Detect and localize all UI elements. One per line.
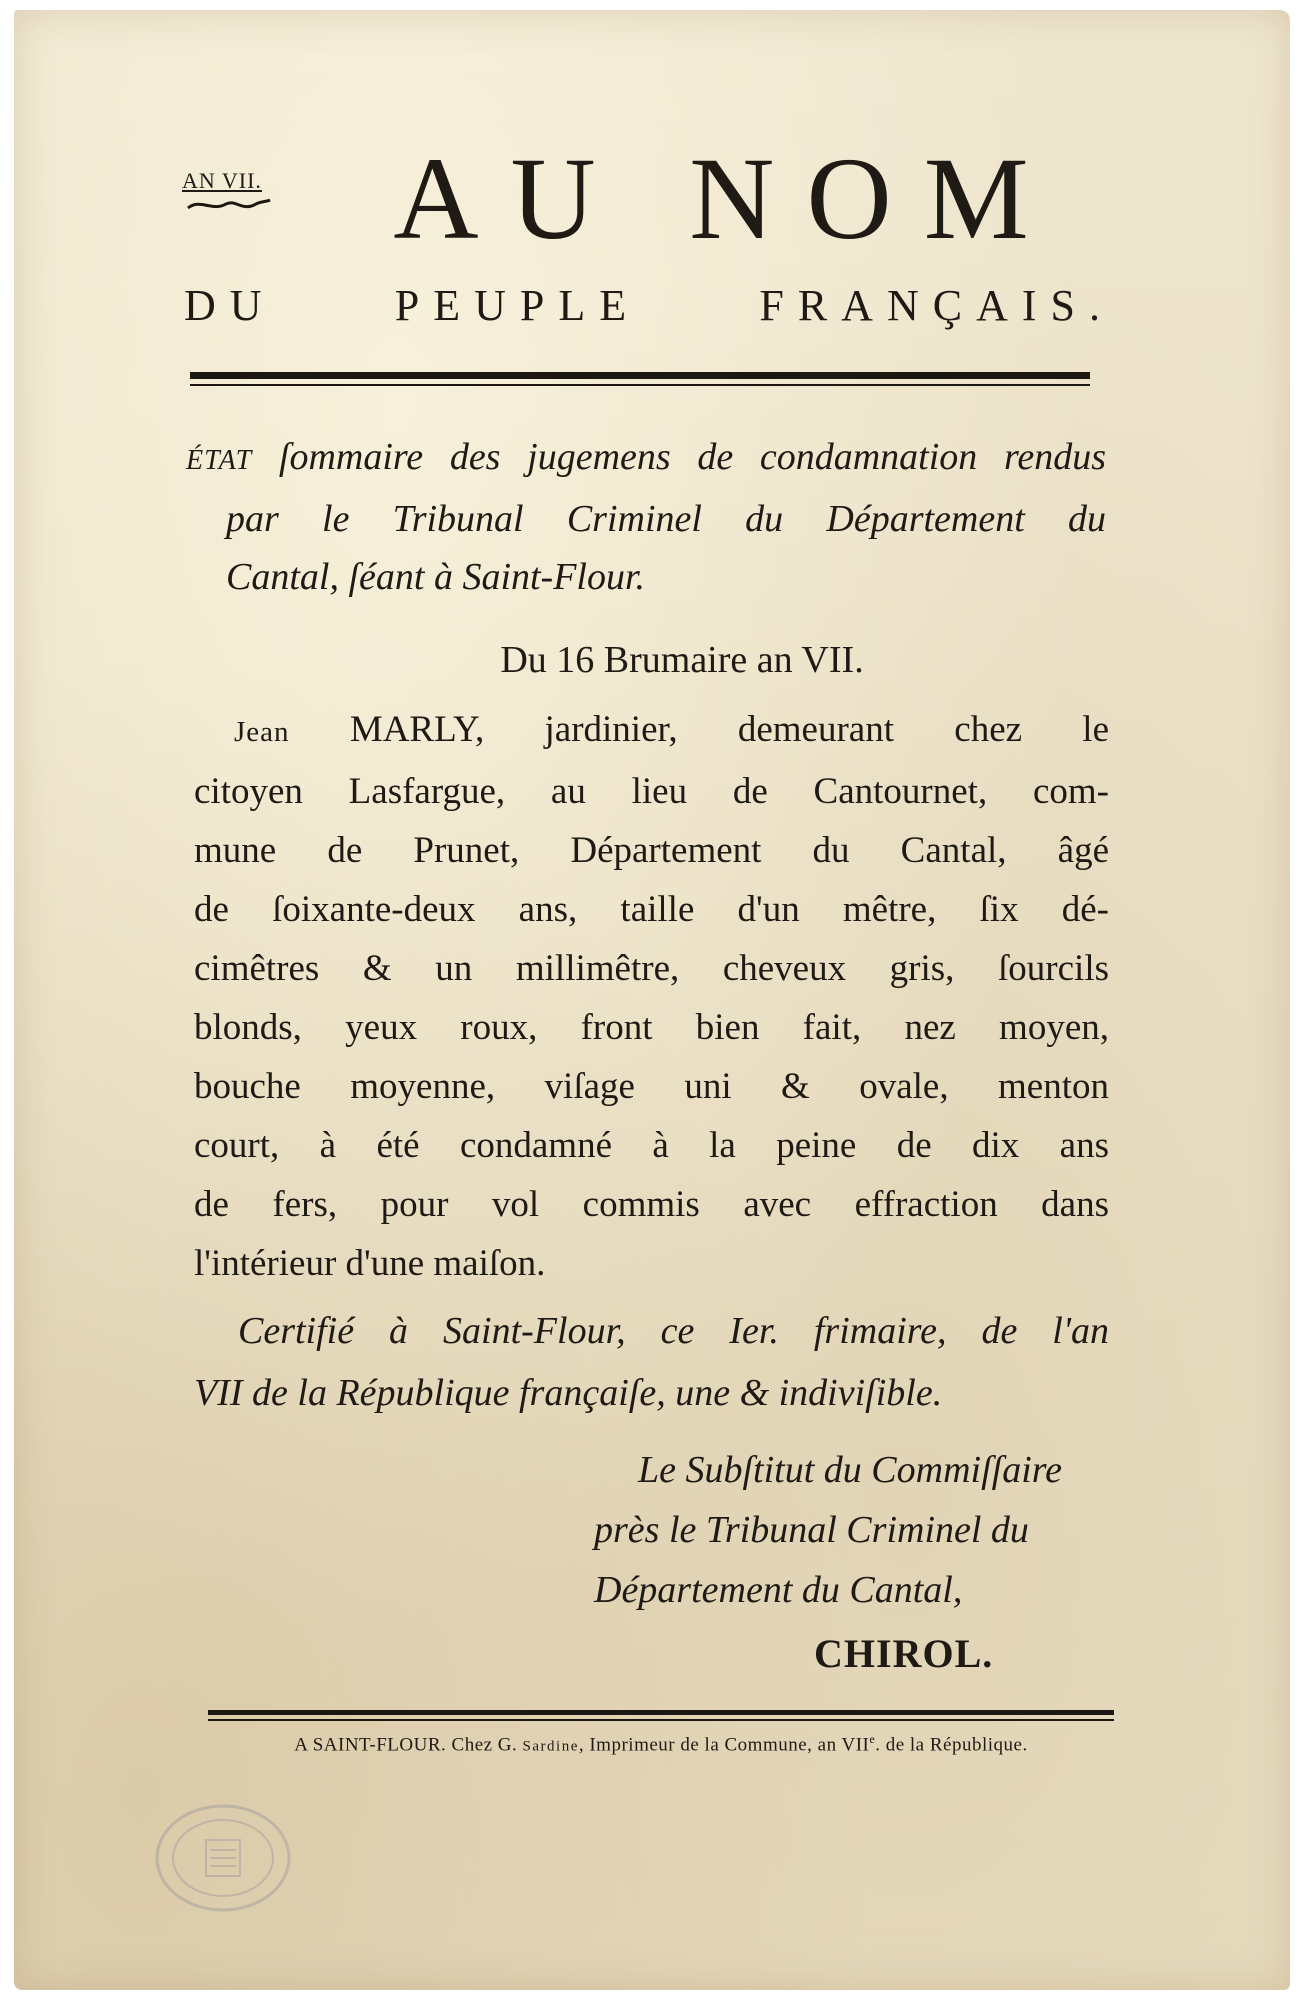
etat-line-1	[186, 428, 1106, 490]
header-rule	[190, 372, 1090, 386]
certification-line-1: Certifié à Saint-Flour, ce Ier. frimaire, de l'an	[238, 1310, 1109, 1352]
etat-line-1-text: ſommaire des jugemens de condamnation rendus	[278, 436, 1106, 478]
judgment-line: de fers, pour vol commis avec effraction dans	[194, 1184, 1109, 1225]
rule-thick	[190, 372, 1090, 379]
main-title: AU NOM	[393, 133, 1061, 264]
certification	[194, 1300, 1109, 1424]
rule-thin	[208, 1719, 1114, 1721]
rule-thick	[208, 1710, 1114, 1715]
document-sheet	[14, 10, 1290, 1990]
judgment-line: citoyen Lasfargue, au lieu de Cantournet, com-	[194, 771, 1109, 812]
signature-block	[594, 1440, 1114, 1620]
subtitle-word: FRANÇAIS.	[759, 281, 1114, 330]
signature-line: Le Subſtitut du Commiſſaire	[638, 1449, 1062, 1491]
archive-stamp-icon	[148, 1798, 298, 1918]
signature-line: Département du Cantal,	[594, 1569, 963, 1611]
rule-thin	[190, 384, 1090, 386]
printer-imprint	[208, 1732, 1114, 1756]
judgment-line: blonds, yeux roux, front bien fait, nez moyen,	[194, 1007, 1109, 1048]
etat-heading	[186, 428, 1106, 606]
subtitle-word: DU	[184, 281, 276, 330]
imprint-printer: Sardine	[522, 1738, 579, 1755]
signature-line: près le Tribunal Criminel du	[594, 1509, 1029, 1551]
imprint-before: A SAINT-FLOUR. Chez G.	[294, 1734, 518, 1756]
judgment-line: mune de Prunet, Département du Cantal, âgé	[194, 830, 1109, 871]
etat-line-3: Cantal, ſéant à Saint-Flour.	[226, 556, 646, 598]
imprint-end: . de la République.	[875, 1734, 1028, 1756]
judgment-line: de ſoixante-deux ans, taille d'un mêtre, ſix dé-	[194, 889, 1109, 930]
judgment-line-1-text: , jardinier, demeurant chez le	[474, 709, 1110, 750]
judgment-line: cimêtres & un millimêtre, cheveux gris, ſourcils	[194, 948, 1109, 989]
year-tag: AN VII.	[182, 168, 262, 193]
judgment-line: court, à été condamné à la peine de dix ans	[194, 1125, 1109, 1166]
footer-rule	[208, 1710, 1114, 1721]
judgment-date: Du 16 Brumaire an VII.	[500, 639, 864, 681]
judgment-line: l'intérieur d'une maiſon.	[194, 1243, 546, 1284]
first-name: Jean	[234, 716, 290, 748]
etat-line-2: par le Tribunal Criminel du Département du	[226, 498, 1106, 540]
judgment-text	[194, 700, 1109, 1293]
certification-line-2: VII de la République françaiſe, une & indiviſible.	[194, 1372, 943, 1414]
surname: MARLY	[349, 709, 475, 750]
signer-name: CHIROL.	[814, 1631, 994, 1676]
etat-lead-caps: ÉTAT	[186, 445, 253, 476]
judgment-line-1	[194, 700, 1109, 762]
imprint-after: , Imprimeur de la Commune, an VII	[578, 1734, 870, 1756]
subtitle-word: PEUPLE	[394, 281, 641, 330]
subtitle	[184, 280, 1114, 331]
imprint-superscript: e	[869, 1732, 876, 1746]
judgment-line: bouche moyenne, viſage uni & ovale, menton	[194, 1066, 1109, 1107]
